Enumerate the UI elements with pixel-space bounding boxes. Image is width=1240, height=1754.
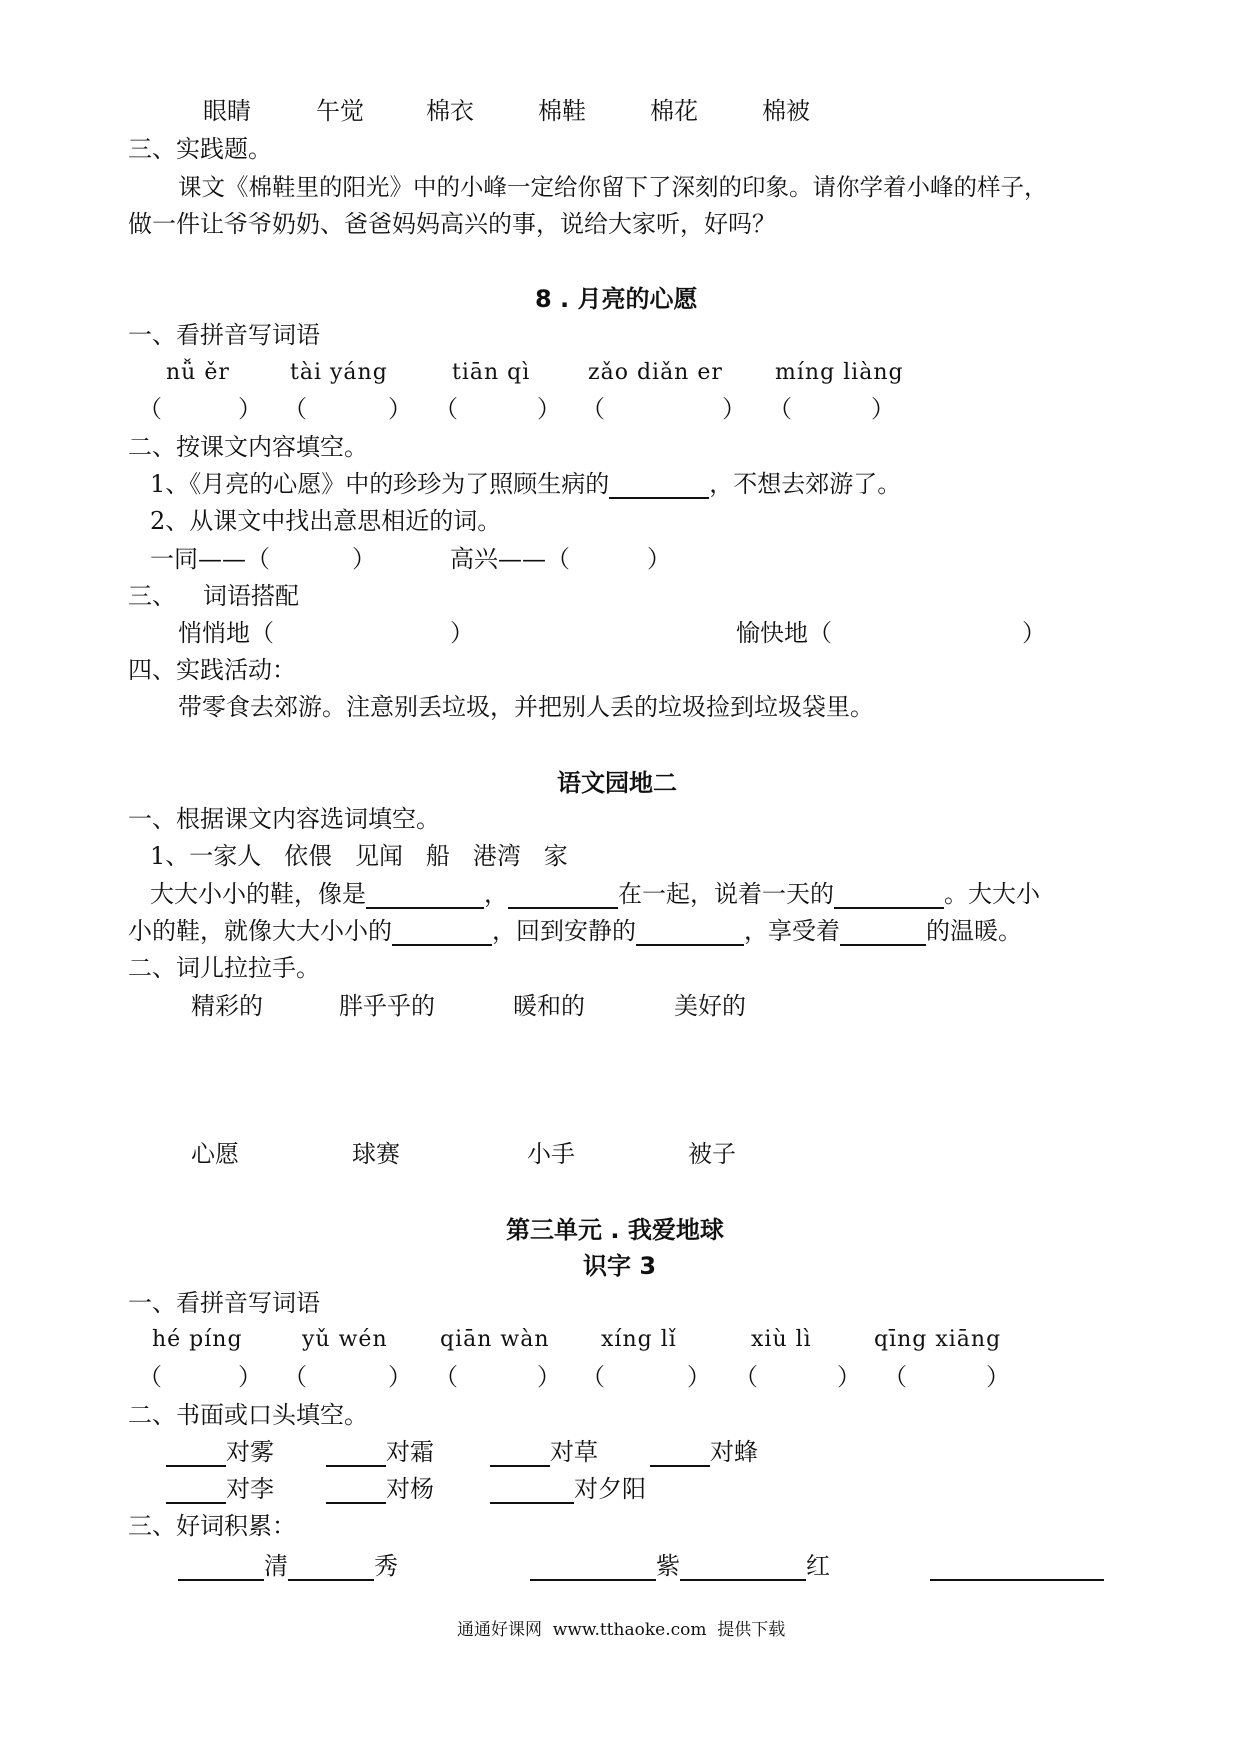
word-item: 棉花 [650, 97, 698, 125]
couplet-text: 对蜂 [710, 1438, 758, 1466]
match-right-word[interactable]: 小手 [527, 1140, 575, 1168]
match-left-word[interactable]: 精彩的 [191, 992, 263, 1020]
section-heading: 二、按课文内容填空。 [128, 433, 368, 461]
pinyin-item: xiù lì [751, 1327, 812, 1352]
section-heading: 一、根据课文内容选词填空。 [128, 805, 440, 833]
couplet-text: 对李 [226, 1475, 274, 1503]
match-close: ） [1022, 619, 1046, 647]
answer-blank[interactable] [530, 1553, 656, 1581]
answer-blank[interactable] [490, 1439, 550, 1467]
match-prompt: 悄悄地（ [178, 619, 274, 647]
word-item: 眼睛 [203, 97, 251, 125]
section-heading: 三、好词积累： [128, 1512, 296, 1540]
answer-blank-close: ） [687, 1363, 711, 1391]
answer-blank-open[interactable]: （ [581, 1363, 605, 1391]
match-right-word[interactable]: 被子 [688, 1140, 736, 1168]
match-prompt: 愉快地（ [736, 619, 832, 647]
pinyin-item: yǔ wén [302, 1327, 388, 1352]
answer-blank-open[interactable]: （ [883, 1363, 907, 1391]
answer-blank[interactable] [930, 1553, 1104, 1581]
answer-blank[interactable] [178, 1553, 264, 1581]
match-left-word[interactable]: 暖和的 [513, 992, 585, 1020]
answer-blank-close: ） [871, 395, 895, 423]
answer-blank[interactable] [366, 881, 484, 909]
answer-blank[interactable] [609, 471, 709, 499]
paragraph: 带零食去郊游。注意别丢垃圾，并把别人丢的垃圾捡到垃圾袋里。 [178, 693, 874, 721]
good-words-char: 清 [264, 1552, 288, 1580]
couplet-item [326, 1474, 434, 1504]
section-heading: 二、书面或口头填空。 [128, 1401, 368, 1429]
answer-blank-open[interactable]: （ [283, 1363, 307, 1391]
answer-blank[interactable] [326, 1439, 386, 1467]
paragraph: 做一件让爷爷奶奶、爸爸妈妈高兴的事，说给大家听，好吗？ [128, 210, 776, 238]
lesson-title: 语文园地二 [557, 769, 677, 797]
answer-blank[interactable] [392, 918, 492, 946]
good-words-item [930, 1551, 1104, 1581]
lesson-title: 识字 3 [583, 1252, 657, 1280]
answer-blank[interactable] [326, 1476, 386, 1504]
answer-blank-close: ） [238, 395, 262, 423]
word-item: 棉衣 [426, 97, 474, 125]
sentence-text: 在一起，说着一天的 [618, 880, 834, 908]
fill-sentence [150, 469, 901, 499]
word-item: 午觉 [316, 97, 364, 125]
sentence-text: 的温暖。 [926, 917, 1022, 945]
synonym-prompt: 一同——（ [150, 545, 270, 573]
answer-blank-open[interactable]: （ [434, 395, 458, 423]
sentence-text: ，回到安静的 [492, 917, 636, 945]
answer-blank-close: ） [537, 395, 561, 423]
sentence-text: ， [484, 880, 508, 908]
answer-blank-open[interactable]: （ [734, 1363, 758, 1391]
footer-credit: 通通好课网 www.tthaoke.com 提供下载 [457, 1620, 786, 1640]
pinyin-item: qiān wàn [440, 1327, 550, 1352]
sentence-text: 大大小小的鞋，像是 [150, 880, 366, 908]
pinyin-item: tiān qì [452, 360, 531, 385]
couplet-item [490, 1474, 646, 1504]
couplet-text: 对草 [550, 1438, 598, 1466]
pinyin-item: tài yáng [290, 360, 388, 385]
question-text: 2、从课文中找出意思相近的词。 [150, 507, 502, 535]
answer-blank-close: ） [388, 395, 412, 423]
match-left-word[interactable]: 美好的 [674, 992, 746, 1020]
synonym-prompt: 高兴——（ [450, 545, 570, 573]
answer-blank-open[interactable]: （ [138, 395, 162, 423]
answer-blank[interactable] [490, 1476, 574, 1504]
answer-blank-close: ） [238, 1363, 262, 1391]
good-words-item [178, 1551, 398, 1581]
fill-sentence [128, 916, 1022, 946]
answer-blank[interactable] [834, 881, 944, 909]
couplet-item [166, 1474, 274, 1504]
word-bank: 1、一家人 依偎 见闻 船 港湾 家 [150, 842, 568, 870]
answer-blank-open[interactable]: （ [768, 395, 792, 423]
couplet-item [650, 1437, 758, 1467]
answer-blank-close: ） [986, 1363, 1010, 1391]
couplet-text: 对雾 [226, 1438, 274, 1466]
paragraph: 课文《棉鞋里的阳光》中的小峰一定给你留下了深刻的印象。请你学着小峰的样子， [178, 173, 1048, 201]
good-words-char: 紫 [656, 1552, 680, 1580]
couplet-text: 对杨 [386, 1475, 434, 1503]
couplet-item [490, 1437, 598, 1467]
answer-blank[interactable] [166, 1439, 226, 1467]
sentence-text: ，享受着 [744, 917, 840, 945]
word-item: 棉被 [762, 97, 810, 125]
pinyin-item: míng liàng [775, 360, 904, 385]
lesson-title: 8 . 月亮的心愿 [535, 285, 698, 313]
answer-blank[interactable] [288, 1553, 374, 1581]
sentence-text: 1、《月亮的心愿》中的珍珍为了照顾生病的 [150, 470, 610, 498]
answer-blank-close: ） [837, 1363, 861, 1391]
answer-blank-open[interactable]: （ [283, 395, 307, 423]
good-words-char: 秀 [374, 1552, 398, 1580]
answer-blank-open[interactable]: （ [581, 395, 605, 423]
section-heading: 三、实践题。 [128, 135, 272, 163]
answer-blank-close: ） [388, 1363, 412, 1391]
match-close: ） [450, 619, 474, 647]
section-heading-text: 词语搭配 [203, 582, 299, 610]
couplet-text: 对夕阳 [574, 1475, 646, 1503]
pinyin-item: hé píng [152, 1327, 243, 1352]
answer-blank[interactable] [636, 918, 744, 946]
sentence-text: 小的鞋，就像大大小小的 [128, 917, 392, 945]
sentence-text: ，不想去郊游了。 [709, 470, 902, 498]
section-heading: 一、看拼音写词语 [128, 1289, 320, 1317]
pinyin-item: qīng xiāng [874, 1327, 1002, 1352]
synonym-close: ） [647, 545, 671, 573]
good-words-char: 红 [806, 1552, 830, 1580]
section-heading: 二、词儿拉拉手。 [128, 954, 320, 982]
answer-blank-open[interactable]: （ [434, 1363, 458, 1391]
answer-blank[interactable] [166, 1476, 226, 1504]
unit-title: 第三单元 . 我爱地球 [506, 1216, 724, 1244]
pinyin-item: zǎo diǎn er [588, 360, 723, 385]
answer-blank[interactable] [840, 918, 926, 946]
answer-blank-close: ） [722, 395, 746, 423]
answer-blank-close: ） [537, 1363, 561, 1391]
answer-blank[interactable] [508, 881, 618, 909]
fill-sentence [150, 879, 1040, 909]
answer-blank[interactable] [680, 1553, 806, 1581]
couplet-item [326, 1437, 434, 1467]
couplet-item [166, 1437, 274, 1467]
match-right-word[interactable]: 心愿 [191, 1140, 239, 1168]
section-heading: 一、看拼音写词语 [128, 321, 320, 349]
section-heading: 三、 [128, 582, 176, 610]
match-left-word[interactable]: 胖乎乎的 [339, 992, 435, 1020]
match-right-word[interactable]: 球赛 [352, 1140, 400, 1168]
couplet-text: 对霜 [386, 1438, 434, 1466]
synonym-close: ） [352, 545, 376, 573]
good-words-item [530, 1551, 830, 1581]
word-item: 棉鞋 [538, 97, 586, 125]
sentence-text: 。大大小 [944, 880, 1040, 908]
pinyin-item: xíng lǐ [601, 1327, 677, 1352]
pinyin-item: nǚ ěr [166, 360, 230, 385]
answer-blank[interactable] [650, 1439, 710, 1467]
answer-blank-open[interactable]: （ [138, 1363, 162, 1391]
section-heading: 四、实践活动： [128, 656, 296, 684]
